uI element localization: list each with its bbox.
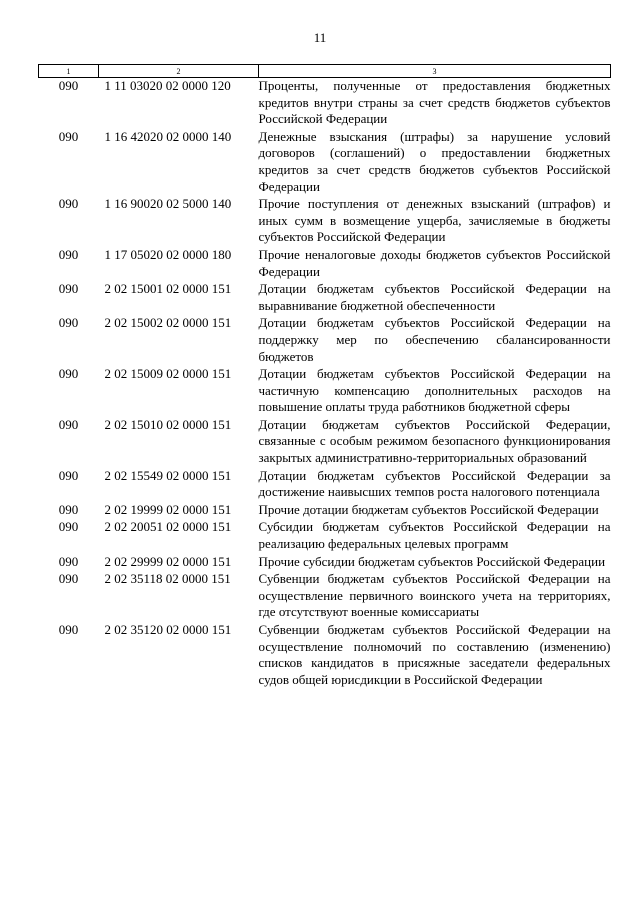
budget-code-cell: 2 02 19999 02 0000 151 <box>104 501 232 517</box>
admin-code-cell: 090 <box>58 571 79 587</box>
budget-code-cell: 2 02 15001 02 0000 151 <box>104 281 232 297</box>
admin-code-cell: 090 <box>58 501 79 517</box>
table-row <box>39 366 611 417</box>
description-cell: Дотации бюджетам субъектов Российской Федерации за достижение наивысших темпов роста налогового потенциала <box>258 467 611 500</box>
table-row <box>39 417 611 468</box>
admin-code-cell: 090 <box>58 416 79 432</box>
description-cell: Дотации бюджетам субъектов Российской Федерации на поддержку мер по обеспечению сбалансированности бюджетов <box>258 315 611 364</box>
admin-code-cell: 090 <box>58 128 79 144</box>
admin-code-cell: 090 <box>58 519 79 535</box>
table-row <box>39 519 611 553</box>
description-cell: Дотации бюджетам субъектов Российской Федерации, связанные с особым режимом безопасного функционирования закрытых административно-территориальных образований <box>258 416 611 466</box>
table-row <box>39 247 611 281</box>
description-cell: Дотации бюджетам субъектов Российской Федерации на частичную компенсацию дополнительных расходов на повышение оплаты труда работников бюджетной сферы <box>258 366 611 415</box>
budget-code-cell: 2 02 15002 02 0000 151 <box>104 315 232 331</box>
column-header-2: 2 <box>99 65 259 78</box>
description-cell: Дотации бюджетам субъектов Российской Федерации на выравнивание бюджетной обеспеченности <box>258 281 611 313</box>
table-row <box>39 622 611 689</box>
admin-code-cell: 090 <box>58 622 79 637</box>
budget-code-cell: 2 02 35118 02 0000 151 <box>104 571 231 587</box>
table-row <box>39 468 611 502</box>
table-header <box>39 65 611 78</box>
admin-code-cell: 090 <box>58 78 79 93</box>
budget-code-cell: 2 02 29999 02 0000 151 <box>104 553 232 569</box>
description-cell: Прочие неналоговые доходы бюджетов субъектов Российской Федерации <box>258 246 611 279</box>
column-header-1: 1 <box>39 65 99 78</box>
admin-code-cell: 090 <box>58 281 79 297</box>
admin-code-cell: 090 <box>58 366 79 382</box>
budget-code-cell: 2 02 15009 02 0000 151 <box>104 366 232 382</box>
description-cell: Денежные взыскания (штрафы) за нарушение условий договоров (соглашений) о предоставлении бюджетных кредитов за счет средств бюджетов субъектов Российской Федерации <box>258 128 611 194</box>
budget-code-cell: 1 17 05020 02 0000 180 <box>104 246 232 262</box>
table-row <box>39 78 611 129</box>
budget-codes-table <box>38 64 611 689</box>
budget-code-cell: 1 11 03020 02 0000 120 <box>104 78 231 93</box>
page-number: 11 <box>313 30 327 45</box>
table-row <box>39 502 611 520</box>
table-row <box>39 281 611 315</box>
budget-code-cell: 2 02 20051 02 0000 151 <box>104 519 232 535</box>
description-cell: Субвенции бюджетам субъектов Российской Федерации на осуществление первичного воинского учета на территориях, где отсутствуют военные комиссариаты <box>258 571 611 620</box>
admin-code-cell: 090 <box>58 196 79 212</box>
budget-code-cell: 1 16 42020 02 0000 140 <box>104 128 232 144</box>
budget-code-cell: 2 02 15549 02 0000 151 <box>104 467 232 483</box>
table-body <box>39 78 611 690</box>
description-cell: Прочие поступления от денежных взысканий (штрафов) и иных сумм в возмещение ущерба, зачисляемые в бюджеты субъектов Российской Федерации <box>258 196 611 245</box>
budget-code-cell: 2 02 35120 02 0000 151 <box>104 622 232 637</box>
table-row <box>39 554 611 572</box>
table-row <box>39 315 611 366</box>
admin-code-cell: 090 <box>58 467 79 483</box>
table-row <box>39 196 611 247</box>
description-cell: Проценты, полученные от предоставления бюджетных кредитов внутри страны за счет средств бюджетов субъектов Российской Федерации <box>258 78 611 127</box>
description-cell: Субсидии бюджетам субъектов Российской Федерации на реализацию федеральных целевых программ <box>258 519 611 552</box>
table-row <box>39 571 611 622</box>
admin-code-cell: 090 <box>58 553 79 569</box>
description-cell: Субвенции бюджетам субъектов Российской Федерации на осуществление полномочий по составлению (изменению) списков кандидатов в присяжные заседатели федеральных судов общей юрисдикции в Российской Федерации <box>258 622 611 687</box>
table-row <box>39 129 611 196</box>
column-header-3: 3 <box>259 65 611 78</box>
budget-code-cell: 2 02 15010 02 0000 151 <box>104 416 232 432</box>
admin-code-cell: 090 <box>58 246 79 262</box>
description-cell: Прочие субсидии бюджетам субъектов Российской Федерации <box>258 553 606 569</box>
admin-code-cell: 090 <box>58 315 79 331</box>
budget-code-cell: 1 16 90020 02 5000 140 <box>104 196 232 212</box>
description-cell: Прочие дотации бюджетам субъектов Российской Федерации <box>258 501 599 517</box>
